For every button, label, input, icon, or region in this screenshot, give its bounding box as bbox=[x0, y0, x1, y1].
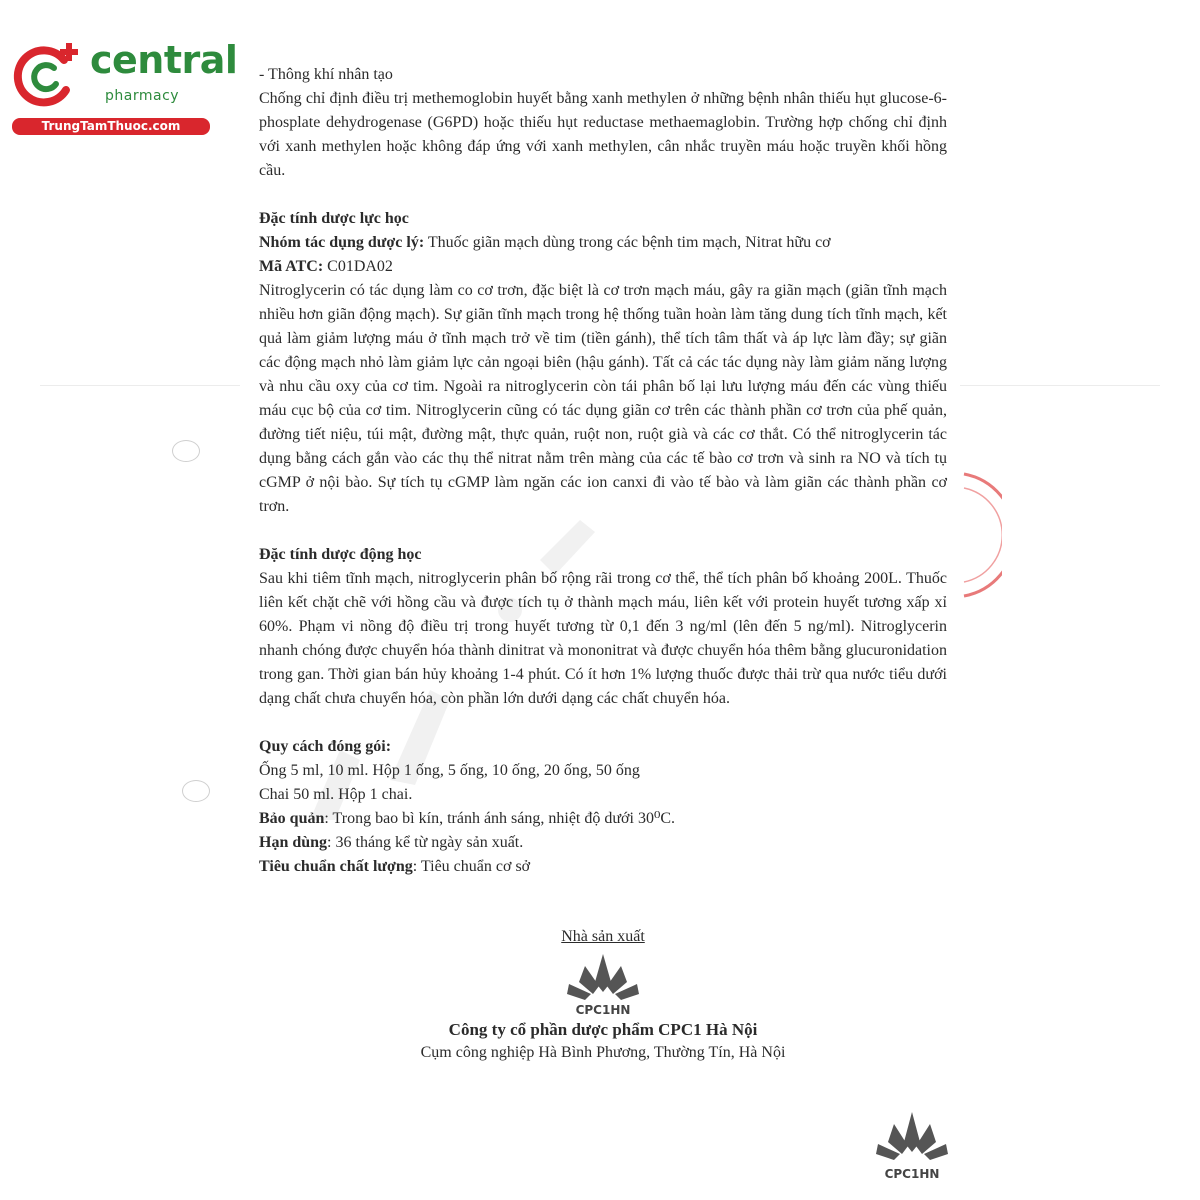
shelf-life-value: : 36 tháng kể từ ngày sản xuất. bbox=[327, 834, 524, 851]
pharmacokinetics-paragraph: Sau khi tiêm tĩnh mạch, nitroglycerin phân bố rộng rãi trong cơ thể, thể tích phân bố khoảng 200L. Thuốc liên kết chặt chẽ với hồng cầu và được tích tụ ở thành mạch máu, liên kết với protein huyết tương xấp xỉ 60%. Phạm vi nồng độ điều trị trong huyết tương từ 0,1 đến 3 ng/ml (lên đến 5 ng/ml). Nitroglycerin nhanh chóng được chuyển hóa thành dinitrat và mononitrat và được chuyển hóa thêm bằng glucuronidation trong gan. Thời gian bán hủy khoảng 1-4 phút. Có ít hơn 1% lượng thuốc được thải trừ qua nước tiểu dưới dạng chất chưa chuyển hóa, còn phần lớn dưới dạng các chất chuyển hóa. bbox=[259, 570, 947, 707]
document-body bbox=[259, 63, 947, 879]
storage-value: : Trong bao bì kín, tránh ánh sáng, nhiệt độ dưới 30⁰C. bbox=[324, 810, 676, 827]
cpc1hn-corner-logo-icon bbox=[872, 1110, 952, 1182]
atc-value: C01DA02 bbox=[323, 258, 393, 275]
scan-line bbox=[960, 385, 1160, 386]
drug-group-label: Nhóm tác dụng dược lý: bbox=[259, 234, 425, 251]
atc-label: Mã ATC: bbox=[259, 258, 324, 275]
brand-name: central bbox=[90, 38, 238, 82]
punch-hole-mark bbox=[182, 780, 210, 802]
storage-line bbox=[259, 807, 947, 831]
packaging-line-2: Chai 50 ml. Hộp 1 chai. bbox=[259, 786, 413, 803]
storage-label: Bảo quản bbox=[259, 810, 325, 827]
shelf-life-line bbox=[259, 831, 947, 855]
central-pharmacy-logo bbox=[10, 38, 238, 138]
pharmacodynamics-heading: Đặc tính dược lực học bbox=[259, 210, 409, 227]
pharmacodynamics-paragraph: Nitroglycerin có tác dụng làm co cơ trơn, đặc biệt là cơ trơn mạch máu, gây ra giãn mạch (giãn tĩnh mạch nhiều hơn giãn động mạch). Sự giãn tĩnh mạch trong hệ thống tuần hoàn làm tăng dung tích tĩnh mạch, kết quả làm giảm lượng máu ở tĩnh mạch trở về tim (tiền gánh), thể tích tâm thất và áp lực làm đầy; sự giãn các động mạch nhỏ làm giảm lực cản ngoại biên (hậu gánh). Tất cả các tác dụng này làm giảm năng lượng và nhu cầu oxy của cơ tim. Ngoài ra nitroglycerin còn tái phân bố lại lưu lượng máu đến các vùng thiếu máu cục bộ của cơ tim. Nitroglycerin cũng có tác dụng giãn cơ trên các thành phần cơ trơn của phế quản, đường tiết niệu, túi mật, đường mật, thực quản, ruột non, ruột già và các cơ thắt. Có thể nitroglycerin tác dụng bằng cách gắn vào các thụ thể nitrat nằm trên màng của các tế bào cơ trơn và sinh ra NO và tích tụ cGMP ở nội bào. Sự tích tụ cGMP làm ngăn các ion canxi đi vào tế bào và làm giãn các thành phần cơ trơn. bbox=[259, 282, 947, 515]
svg-text:CPC1HN: CPC1HN bbox=[575, 1003, 631, 1017]
drug-group-line bbox=[259, 231, 947, 255]
svg-text:CPC1HN: CPC1HN bbox=[884, 1167, 940, 1181]
central-pharmacy-mark-icon bbox=[10, 38, 88, 116]
red-stamp-icon bbox=[958, 470, 1002, 600]
manufacturer-address: Cụm công nghiệp Hà Bình Phương, Thường Tín, Hà Nội bbox=[420, 1044, 786, 1061]
intro-line: - Thông khí nhân tạo bbox=[259, 66, 393, 83]
packaging-heading: Quy cách đóng gói: bbox=[259, 738, 392, 755]
contraindication-paragraph: Chống chỉ định điều trị methemoglobin huyết bằng xanh methylen ở những bệnh nhân thiếu hụt glucose-6-phosplate dehydrogenase (G6PD) hoặc thiếu hụt reductase methaemaglobin. Trường hợp chống chỉ định với xanh methylen hoặc không đáp ứng với xanh methylen, cân nhắc truyền máu hoặc truyền khối hồng cầu. bbox=[259, 90, 947, 179]
shelf-life-label: Hạn dùng bbox=[259, 834, 328, 851]
pharmacokinetics-heading: Đặc tính dược động học bbox=[259, 546, 422, 563]
brand-url[interactable]: TrungTamThuoc.com bbox=[12, 118, 210, 135]
scan-line bbox=[40, 385, 240, 386]
quality-standard-value: : Tiêu chuẩn cơ sở bbox=[412, 858, 531, 875]
manufacturer-block bbox=[259, 928, 947, 1062]
cpc1hn-logo-icon bbox=[563, 952, 643, 1018]
drug-group-value: Thuốc giãn mạch dùng trong các bệnh tim mạch, Nitrat hữu cơ bbox=[424, 234, 831, 251]
quality-standard-label: Tiêu chuẩn chất lượng bbox=[259, 858, 413, 875]
punch-hole-mark bbox=[172, 440, 200, 462]
atc-line bbox=[259, 255, 947, 279]
quality-standard-line bbox=[259, 855, 947, 879]
manufacturer-company: Công ty cổ phần dược phẩm CPC1 Hà Nội bbox=[448, 1020, 758, 1039]
packaging-line-1: Ống 5 ml, 10 ml. Hộp 1 ống, 5 ống, 10 ống, 20 ống, 50 ống bbox=[259, 762, 640, 779]
brand-subtitle: pharmacy bbox=[105, 88, 180, 104]
manufacturer-title: Nhà sản xuất bbox=[561, 928, 645, 945]
